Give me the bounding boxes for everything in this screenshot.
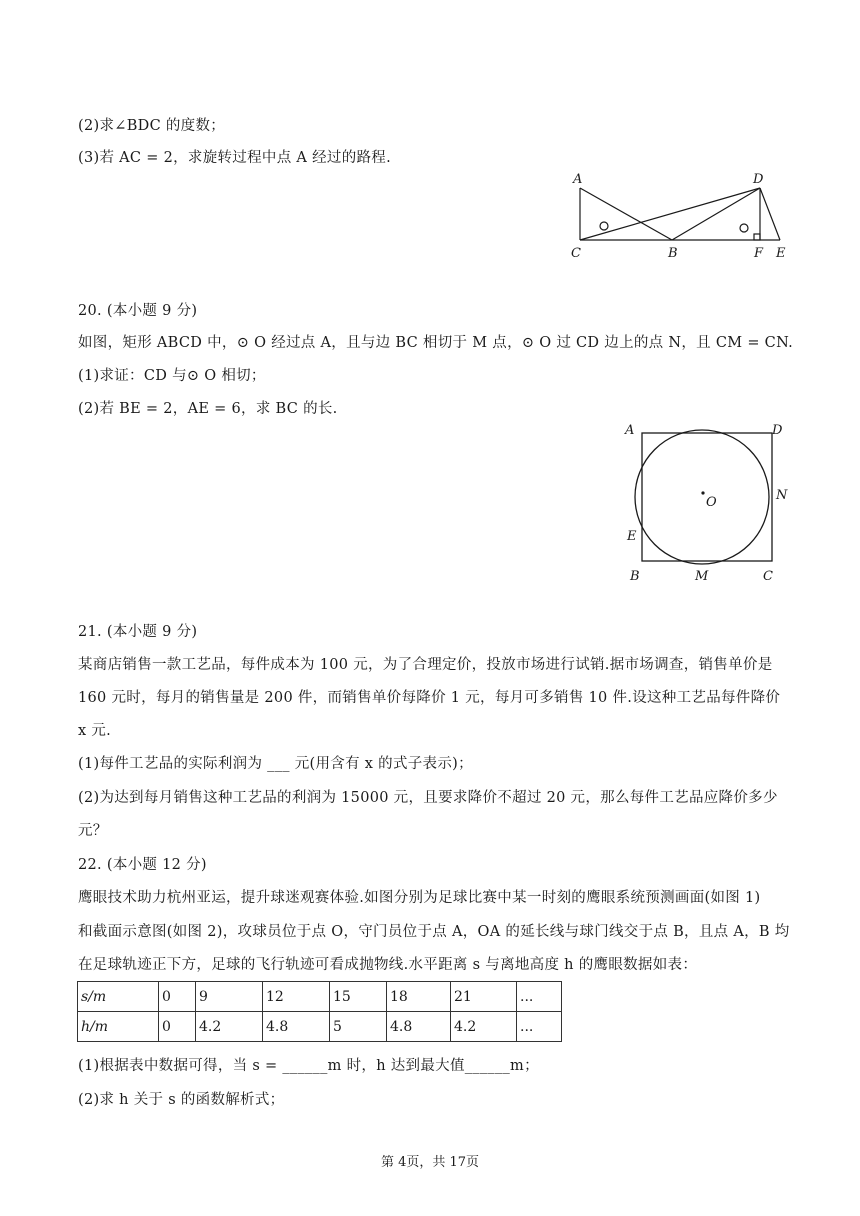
hawkeye-data-table	[77, 981, 562, 1042]
table-cell: 0	[159, 1012, 196, 1042]
q22-part1: (1)根据表中数据可得，当 s = ______m 时，h 达到最大值______m；	[78, 1058, 539, 1074]
right-angle-mark	[754, 234, 760, 240]
label-M: M	[695, 569, 709, 584]
table-cell: 18	[387, 982, 451, 1012]
table-cell: 12	[263, 982, 330, 1012]
label-E: E	[776, 246, 786, 261]
q19-part3: (3)若 AC = 2，求旋转过程中点 A 经过的路程.	[78, 150, 392, 166]
label-B: B	[630, 569, 640, 584]
q21-part2-line2: 元？	[78, 823, 108, 839]
label-C: C	[763, 569, 773, 584]
q19-part2: (2)求∠BDC 的度数；	[78, 118, 226, 134]
table-cell: 15	[330, 982, 387, 1012]
label-O: O	[706, 495, 717, 510]
table-cell: ...	[517, 1012, 562, 1042]
q22-body-line3: 在足球轨迹正下方，足球的飞行轨迹可看成抛物线.水平距离 s 与离地高度 h 的鹰眼数据如表：	[78, 957, 698, 973]
seg-CD	[580, 188, 760, 240]
q22-part2: (2)求 h 关于 s 的函数解析式；	[78, 1092, 285, 1108]
q20-heading: 20. (本小题 9 分)	[78, 303, 198, 319]
table-cell: 4.8	[387, 1012, 451, 1042]
label-D: D	[772, 424, 783, 438]
label-A: A	[625, 424, 635, 438]
q20-body: 如图，矩形 ABCD 中，⊙ O 经过点 A，且与边 BC 相切于 M 点，⊙ O 过 CD 边上的点 N，且 CM = CN.	[78, 335, 794, 351]
q21-part1: (1)每件工艺品的实际利润为 ___ 元(用含有 x 的式子表示)；	[78, 756, 473, 772]
table-cell: ...	[517, 982, 562, 1012]
page-footer: 第 4页，共 17页	[380, 1155, 480, 1170]
center-O-dot	[701, 491, 704, 494]
q21-part2-line1: (2)为达到每月销售这种工艺品的利润为 15000 元，且要求降价不超过 20 元，那么每件工艺品应降价多少	[78, 790, 778, 806]
label-B: B	[668, 246, 678, 261]
angle-mark-left	[600, 222, 608, 230]
figure-triangles	[564, 168, 794, 268]
label-C: C	[571, 246, 581, 261]
q21-heading: 21. (本小题 9 分)	[78, 624, 198, 640]
q22-body-line2: 和截面示意图(如图 2)，攻球员位于点 O，守门员位于点 A，OA 的延长线与球门线交于点 B，且点 A，B 均	[78, 924, 790, 940]
q21-body-line2: 160 元时，每月的销售量是 200 件，而销售单价每降价 1 元，每月可多销售 10 件.设这种工艺品每件降价	[78, 690, 781, 706]
table-cell: h/m	[78, 1012, 159, 1042]
circle-O	[635, 430, 769, 564]
label-A: A	[573, 172, 583, 187]
table-cell: 21	[451, 982, 517, 1012]
q22-heading: 22. (本小题 12 分)	[78, 857, 207, 873]
label-D: D	[753, 172, 764, 187]
q20-part1: (1)求证：CD 与⊙ O 相切；	[78, 368, 266, 384]
table-cell: 4.2	[451, 1012, 517, 1042]
table-cell: 4.8	[263, 1012, 330, 1042]
table-row-s	[78, 982, 562, 1012]
q22-body-line1: 鹰眼技术助力杭州亚运，提升球迷观赛体验.如图分别为足球比赛中某一时刻的鹰眼系统预测画面(如图 1)	[78, 890, 761, 906]
seg-AB	[580, 188, 672, 240]
q21-body-line1: 某商店销售一款工艺品，每件成本为 100 元，为了合理定价，投放市场进行试销.据市场调查，销售单价是	[78, 657, 773, 673]
table-cell: s/m	[78, 982, 159, 1012]
table-cell: 0	[159, 982, 196, 1012]
table-row-h	[78, 1012, 562, 1042]
label-F: F	[754, 246, 764, 261]
label-E: E	[627, 529, 637, 544]
q20-part2: (2)若 BE = 2，AE = 6，求 BC 的长.	[78, 401, 338, 417]
label-N: N	[776, 488, 788, 503]
seg-DE	[760, 188, 780, 240]
figure-rectangle-circle	[616, 424, 800, 590]
table-cell: 9	[196, 982, 263, 1012]
seg-DB	[672, 188, 760, 240]
q21-body-line3: x 元.	[78, 723, 112, 739]
table-cell: 5	[330, 1012, 387, 1042]
table-cell: 4.2	[196, 1012, 263, 1042]
angle-mark-right	[740, 224, 748, 232]
